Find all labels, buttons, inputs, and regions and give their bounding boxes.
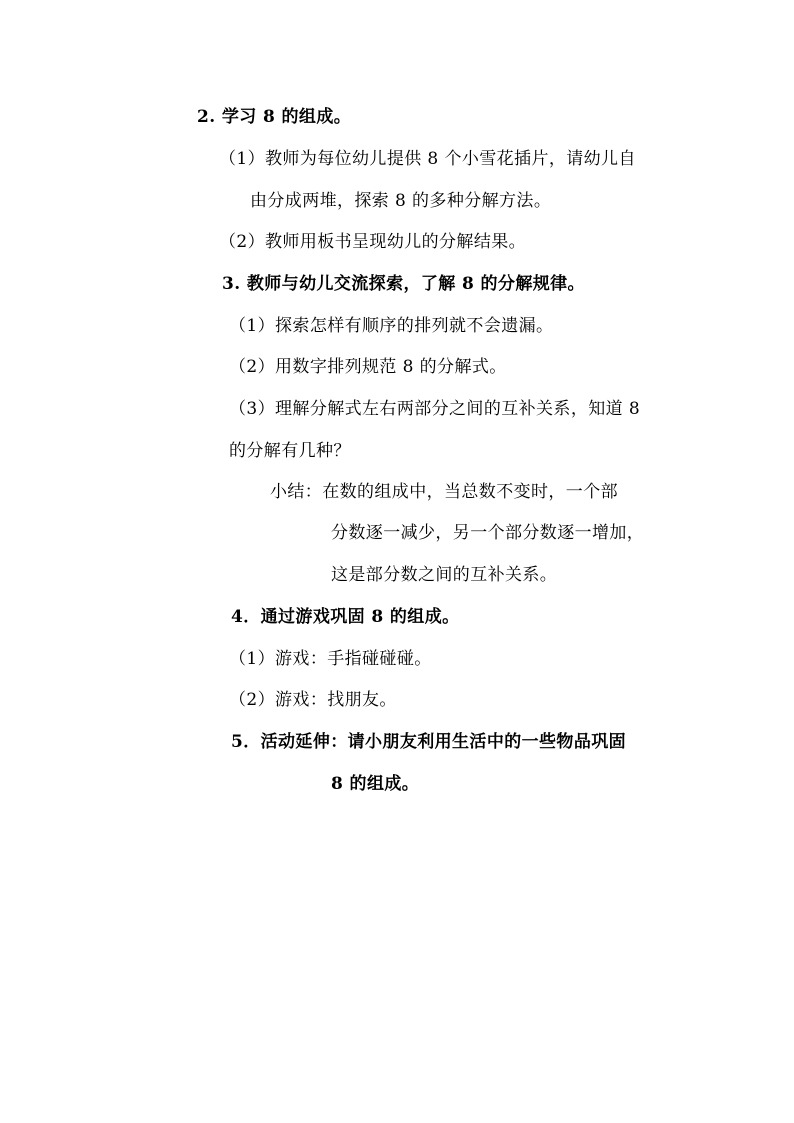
section-4-heading: 4．通过游戏巩固 8 的组成。 <box>231 607 460 627</box>
section-3-heading: 3. 教师与幼儿交流探索，了解 8 的分解规律。 <box>222 274 585 294</box>
section-5-heading-line-2: 8 的组成。 <box>331 774 420 794</box>
section-3-item-3-line-1: （3）理解分解式左右两部分之间的互补关系，知道 8 <box>229 399 641 419</box>
section-3-summary-line-1: 小结：在数的组成中，当总数不变时，一个部 <box>270 482 618 502</box>
section-4-item-1: （1）游戏：手指碰碰碰。 <box>229 649 432 669</box>
section-3-item-1: （1）探索怎样有顺序的排列就不会遗漏。 <box>229 316 554 336</box>
section-3-item-2: （2）用数字排列规范 8 的分解式。 <box>229 357 507 377</box>
section-2-item-1-line-2: 由分成两堆，探索 8 的多种分解方法。 <box>250 191 552 211</box>
section-5-heading-line-1: 5．活动延伸：请小朋友利用生活中的一些物品巩固 <box>231 732 627 752</box>
section-3-summary-line-2: 分数逐一减少，另一个部分数逐一增加， <box>331 523 645 543</box>
section-3-summary-line-3: 这是部分数之间的互补关系。 <box>331 565 558 585</box>
section-2-item-2: （2）教师用板书呈现幼儿的分解结果。 <box>219 232 527 252</box>
section-4-item-2: （2）游戏：找朋友。 <box>229 690 397 710</box>
section-2-heading: 2. 学习 8 的组成。 <box>197 107 352 127</box>
section-3-item-3-line-2: 的分解有几种？ <box>229 441 351 461</box>
section-2-item-1-line-1: （1）教师为每位幼儿提供 8 个小雪花插片，请幼儿自 <box>219 149 636 169</box>
